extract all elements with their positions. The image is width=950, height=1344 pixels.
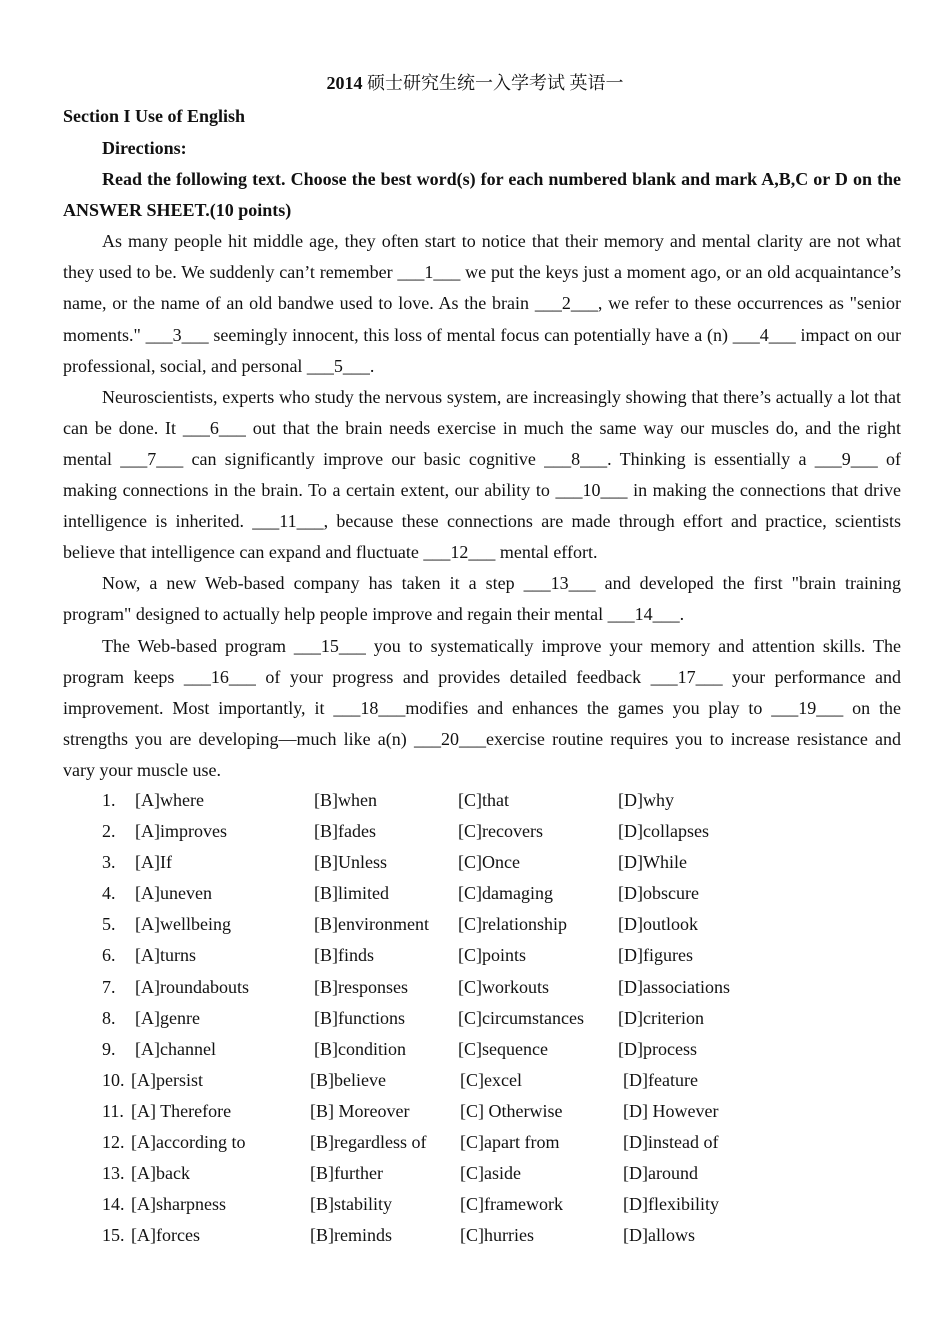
page-title	[0, 70, 950, 96]
option-a[interactable]: [A]genre	[135, 1007, 200, 1028]
option-d[interactable]: [D]why	[618, 790, 674, 810]
question-row	[63, 1127, 901, 1158]
question-row	[63, 1065, 901, 1096]
question-options	[63, 785, 901, 1251]
question-number: 14.	[102, 1194, 125, 1215]
question-row	[63, 909, 901, 940]
option-d[interactable]: [D]instead of	[623, 1132, 719, 1153]
option-d[interactable]: [D]feature	[623, 1069, 698, 1090]
option-b[interactable]: [B]finds	[314, 945, 374, 966]
option-a[interactable]: [A]back	[131, 1163, 190, 1184]
option-a[interactable]: [A]according to	[131, 1132, 246, 1153]
option-b[interactable]: [B]Unless	[314, 852, 387, 873]
option-d[interactable]: [D] However	[623, 1100, 719, 1121]
question-number: 7.	[102, 976, 116, 997]
paragraph-4: The Web-based program ___15___ you to systematically improve your memory and attention skills. The program keeps ___16___ of your progress and provides detailed feedback ___17___ your performance and improvement. Most importantly, it ___18___modifies and enhances the games you play to ___19___ on the strengths you are developing—much like a(n) ___20___exercise routine requires you to increase resistance and vary your muscle use.	[63, 635, 901, 780]
option-b[interactable]: [B]functions	[314, 1007, 405, 1028]
option-c[interactable]: [C]points	[458, 945, 527, 966]
option-c[interactable]: [C]apart from	[460, 1132, 560, 1153]
option-c[interactable]: [C]damaging	[458, 883, 553, 904]
question-number: 2.	[102, 821, 116, 842]
option-b[interactable]: [B]condition	[314, 1038, 406, 1059]
section-heading: Section I Use of English	[63, 106, 246, 126]
paragraph-3: Now, a new Web-based company has taken it a step ___13___ and developed the first "brain training program" designed to actually help people improve and regain their mental ___14___.	[63, 573, 901, 625]
option-a[interactable]: [A]turns	[135, 945, 196, 966]
question-row	[63, 1034, 901, 1065]
question-number: 6.	[102, 945, 116, 966]
paragraph-2: Neuroscientists, experts who study the nervous system, are increasingly showing that there’s actually a lot that can be done. It ___6___ out that the brain needs exercise in much the same way our muscles do, and the right mental ___7___ can significantly improve our basic cognitive ___8___. Thinking is essentially a ___9___ of making connections in the brain. To a certain extent, our ability to ___10___ in making the connections that drive intelligence is inherited. ___11___, because these connections are made through effort and practice, scientists believe that intelligence can expand and fluctuate ___12___ mental effort.	[63, 386, 901, 563]
option-a[interactable]: [A]uneven	[135, 883, 212, 904]
option-c[interactable]: [C]relationship	[458, 914, 567, 935]
paragraph-1: As many people hit middle age, they often start to notice that their memory and mental clarity are not what they used to be. We suddenly can’t remember ___1___ we put the keys just a moment ago, or an old acquaintance’s name, or the name of an old bandwe used to love. As the brain ___2___, we refer to these occurrences as "senior moments." ___3___ seemingly innocent, this loss of mental focus can potentially have a (n) ___4___ impact on our professional, social, and personal ___5___.	[63, 231, 901, 376]
question-row	[63, 1158, 901, 1189]
question-number: 8.	[102, 1007, 116, 1028]
option-b[interactable]: [B]limited	[314, 883, 389, 904]
directions-label: Directions:	[102, 138, 187, 158]
option-b[interactable]: [B]further	[310, 1163, 383, 1184]
question-row	[63, 847, 901, 878]
option-c[interactable]: [C]workouts	[458, 976, 549, 997]
option-c[interactable]: [C]framework	[460, 1194, 563, 1215]
option-d[interactable]: [D]While	[618, 852, 687, 873]
option-b[interactable]: [B]responses	[314, 976, 408, 997]
option-d[interactable]: [D]allows	[623, 1225, 695, 1246]
passage	[63, 133, 901, 786]
option-b[interactable]: [B]fades	[314, 821, 376, 842]
option-a[interactable]: [A]roundabouts	[135, 976, 249, 997]
option-a[interactable]: [A]channel	[135, 1038, 216, 1059]
option-c[interactable]: [C]recovers	[458, 821, 543, 842]
question-row	[63, 816, 901, 847]
question-row	[63, 785, 901, 816]
option-c[interactable]: [C]sequence	[458, 1038, 548, 1059]
option-b[interactable]: [B]stability	[310, 1194, 392, 1215]
title-text: 硕士研究生统一入学考试 英语一	[367, 73, 624, 93]
question-row	[63, 1003, 901, 1034]
option-c[interactable]: [C]excel	[460, 1069, 522, 1090]
option-c[interactable]: [C]that	[458, 790, 509, 810]
question-number: 15.	[102, 1225, 125, 1246]
question-number: 10.	[102, 1069, 125, 1090]
option-c[interactable]: [C]aside	[460, 1163, 521, 1184]
option-d[interactable]: [D]collapses	[618, 821, 709, 842]
option-d[interactable]: [D]flexibility	[623, 1194, 719, 1215]
option-c[interactable]: [C]Once	[458, 852, 520, 873]
question-number: 5.	[102, 914, 116, 935]
directions-text: Read the following text. Choose the best word(s) for each numbered blank and mark A,B,C or D on the ANSWER SHEET.(10 points)	[63, 169, 901, 221]
option-a[interactable]: [A]forces	[131, 1225, 200, 1246]
option-c[interactable]: [C]hurries	[460, 1225, 534, 1246]
option-a[interactable]: [A]where	[135, 790, 204, 810]
option-a[interactable]: [A]improves	[135, 821, 227, 842]
option-b[interactable]: [B]environment	[314, 914, 429, 935]
option-a[interactable]: [A]wellbeing	[135, 914, 231, 935]
option-a[interactable]: [A] Therefore	[131, 1100, 232, 1121]
question-number: 11.	[102, 1100, 124, 1121]
option-c[interactable]: [C]circumstances	[458, 1007, 584, 1028]
option-a[interactable]: [A]If	[135, 852, 172, 873]
question-row	[63, 972, 901, 1003]
question-row	[63, 1220, 901, 1251]
option-b[interactable]: [B]believe	[310, 1069, 386, 1090]
question-row	[63, 1189, 901, 1220]
title-year: 2014	[326, 73, 363, 93]
option-d[interactable]: [D]outlook	[618, 914, 698, 935]
option-b[interactable]: [B]when	[314, 790, 377, 810]
question-number: 1.	[102, 790, 116, 810]
question-number: 12.	[102, 1132, 125, 1153]
option-d[interactable]: [D]figures	[618, 945, 693, 966]
question-number: 9.	[102, 1038, 116, 1059]
option-d[interactable]: [D]around	[623, 1163, 698, 1184]
question-number: 3.	[102, 852, 116, 873]
option-d[interactable]: [D]criterion	[618, 1007, 704, 1028]
question-number: 4.	[102, 883, 116, 904]
option-b[interactable]: [B] Moreover	[310, 1100, 410, 1121]
option-a[interactable]: [A]sharpness	[131, 1194, 226, 1215]
option-a[interactable]: [A]persist	[131, 1069, 203, 1090]
question-number: 13.	[102, 1163, 125, 1184]
option-c[interactable]: [C] Otherwise	[460, 1100, 563, 1121]
question-row	[63, 878, 901, 909]
option-d[interactable]: [D]associations	[618, 976, 730, 997]
option-d[interactable]: [D]process	[618, 1038, 697, 1059]
option-d[interactable]: [D]obscure	[618, 883, 699, 904]
question-row	[63, 1096, 901, 1127]
question-row	[63, 940, 901, 971]
option-b[interactable]: [B]regardless of	[310, 1132, 427, 1153]
option-b[interactable]: [B]reminds	[310, 1225, 392, 1246]
